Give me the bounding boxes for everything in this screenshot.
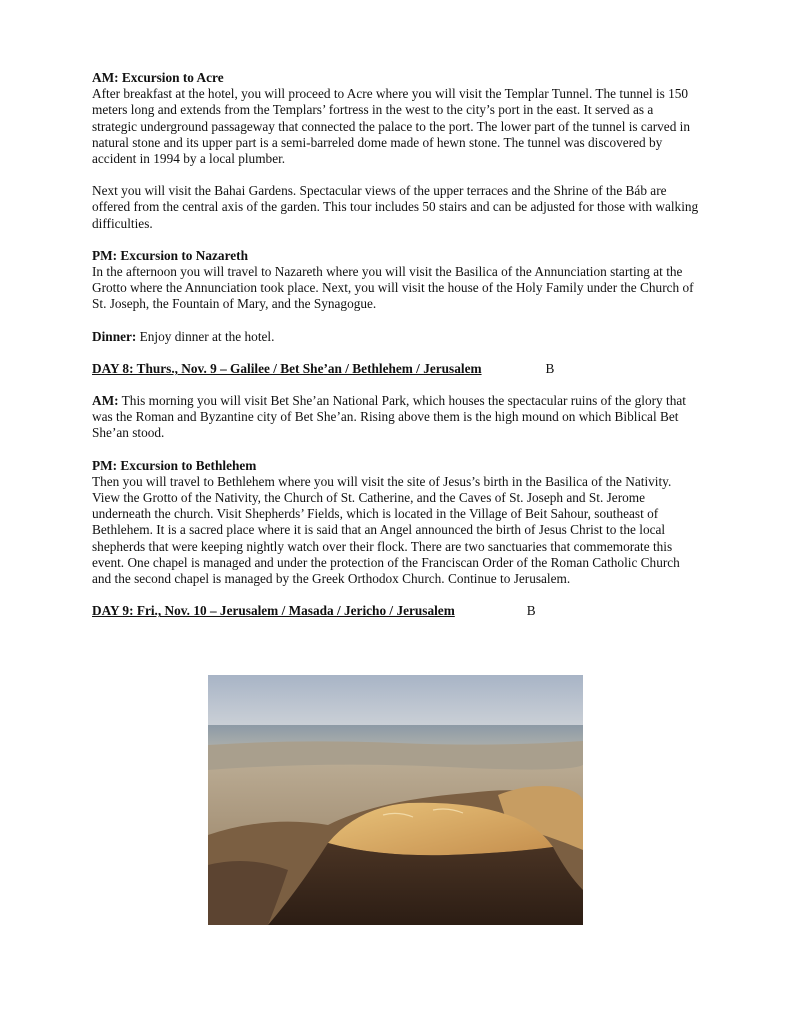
bethlehem-heading: PM: Excursion to Bethlehem — [92, 457, 257, 473]
acre-section — [92, 70, 699, 167]
nazareth-heading: PM: Excursion to Nazareth — [92, 247, 248, 263]
day9-title: DAY 9: Fri., Nov. 10 – Jerusalem / Masada / Jericho / Jerusalem — [92, 603, 455, 619]
dinner-paragraph — [92, 329, 699, 345]
day9-header — [92, 603, 699, 619]
dinner-section — [92, 329, 699, 345]
day8-title: DAY 8: Thurs., Nov. 9 – Galilee / Bet She’an / Bethlehem / Jerusalem — [92, 360, 482, 376]
bethlehem-text: Then you will travel to Bethlehem where you will visit the site of Jesus’s birth in the Basilica of the Nativity. View the Grotto of the Nativity, the Church of St. Catherine, and the Caves of St. Joseph and St. Jerome underneath the church. Visit Shepherds’ Fields, which is located in the Village of Beit Sahour, southeast of Bethlehem. It is a sacred place where it is said that an Angel announced the birth of Jesus Christ to the local shepherds that were keeping nightly watch over their flock. There are two sanctuaries that commemorate this event. One chapel is managed and under the protection of the Franciscan Order of the Roman Catholic Church and the second chapel is managed by the Greek Orthodox Church. Continue to Jerusalem. — [92, 473, 680, 587]
dinner-label: Dinner: — [92, 328, 137, 344]
bahai-section — [92, 183, 699, 232]
bahai-text: Next you will visit the Bahai Gardens. Spectacular views of the upper terraces and the Shrine of the Báb are offered from the central axis of the garden. This tour includes 50 stairs and can be adjusted for those with walking difficulties. — [92, 183, 699, 231]
acre-text: After breakfast at the hotel, you will proceed to Acre where you will visit the Templar Tunnel. The tunnel is 150 meters long and extends from the Templars’ fortress in the west to the city’s port in the east. It served as a strategic underground passageway that connected the palace to the port. The lower part of the tunnel is carved in natural stone and its upper part is a semi-barreled dome made of hewn stone. The tunnel was discovered by accident in 1994 by a local plumber. — [92, 86, 691, 167]
day8-meal: B — [545, 360, 555, 376]
masada-landscape-image — [208, 675, 583, 925]
dinner-text: Enjoy dinner at the hotel. — [136, 328, 275, 344]
nazareth-text: In the afternoon you will travel to Nazareth where you will visit the Basilica of the Annunciation starting at the Grotto where the Annunciation took place. Next, you will visit the house of the Holy Family under the Church of St. Joseph, the Fountain of Mary, and the Synagogue. — [92, 264, 694, 312]
masada-photo — [208, 675, 583, 925]
day8-am-paragraph — [92, 393, 699, 442]
acre-heading: AM: Excursion to Acre — [92, 70, 224, 85]
day8-header — [92, 361, 699, 377]
nazareth-section — [92, 248, 699, 313]
day8-am-label: AM: — [92, 393, 119, 409]
bethlehem-section — [92, 458, 699, 588]
day8-am-section — [92, 393, 699, 442]
day9-meal: B — [526, 603, 536, 619]
day8-am-text: This morning you will visit Bet She’an National Park, which houses the spectacular ruins of the glory that was the Roman and Byzantine city of Bet She’an. Rising above them is the high mound on which Biblical Bet She’an stood. — [92, 393, 686, 441]
